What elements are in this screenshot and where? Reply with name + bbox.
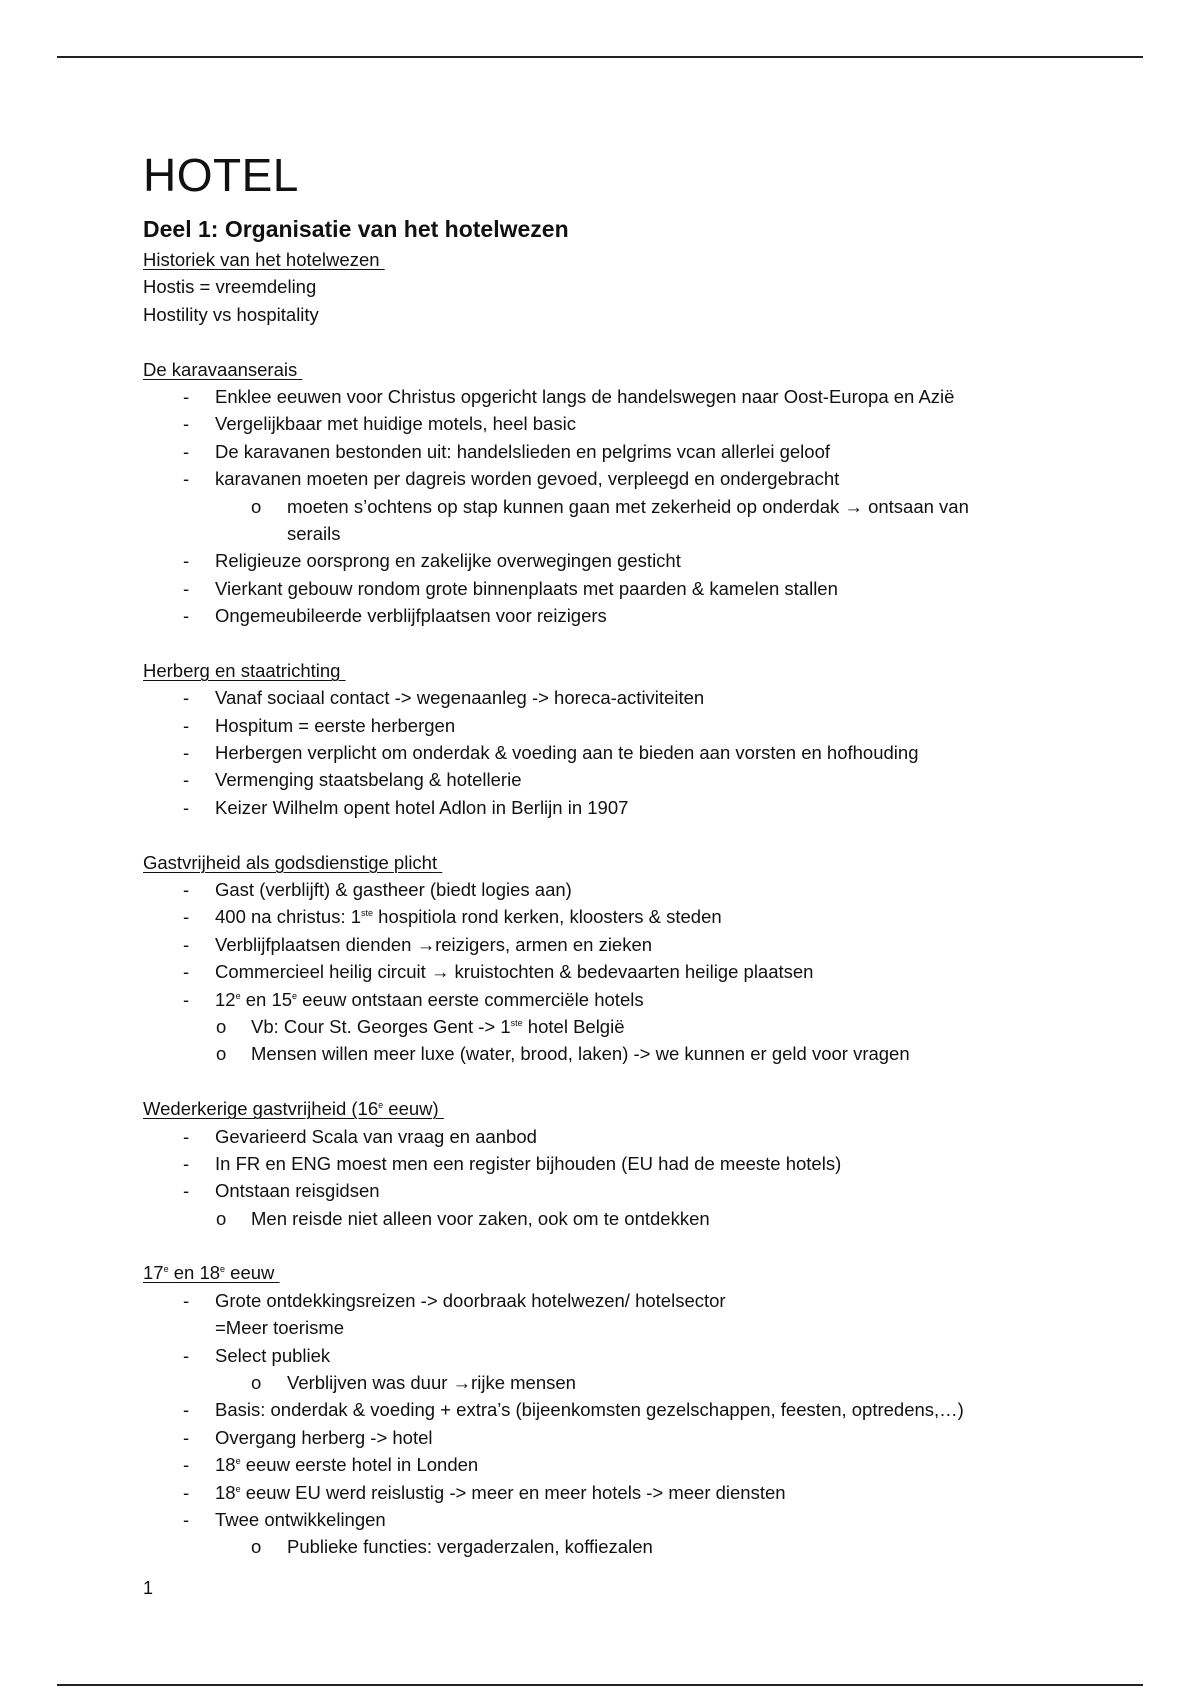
dash-bullet-icon: - xyxy=(183,1125,190,1147)
circle-bullet-icon: o xyxy=(251,1372,262,1394)
circle-bullet-icon: o xyxy=(216,1015,227,1037)
section-heading: Historiek van het hotelwezen xyxy=(143,249,380,270)
dash-bullet-icon: - xyxy=(183,796,190,818)
dash-bullet-icon: - xyxy=(183,906,190,928)
page-number: 1 xyxy=(143,1578,154,1598)
list-item: - 400 na christus: 1ste hospitiola rond kerken, kloosters & steden xyxy=(143,903,1103,930)
dash-bullet-icon: - xyxy=(183,1289,190,1311)
list-item: - Hospitum = eerste herbergen xyxy=(143,712,1103,739)
dash-bullet-icon: - xyxy=(183,988,190,1010)
list-item: o Men reisde niet alleen voor zaken, ook om te ontdekken xyxy=(143,1205,1103,1232)
dash-bullet-icon: - xyxy=(183,385,190,407)
blank-line xyxy=(143,1068,1103,1095)
list-item: - Overgang herberg -> hotel xyxy=(143,1424,1103,1451)
page-bottom-rule xyxy=(57,1684,1143,1686)
list-item: =Meer toerisme xyxy=(215,1317,345,1339)
page-top-rule xyxy=(57,56,1143,58)
section-heading: Gastvrijheid als godsdienstige plicht xyxy=(143,851,438,873)
dash-bullet-icon: - xyxy=(183,1454,190,1476)
dash-bullet-icon: - xyxy=(183,714,190,736)
list-item: - Herbergen verplicht om onderdak & voeding aan te bieden aan vorsten en hofhouding xyxy=(143,739,1103,766)
section-heading: Wederkerige gastvrijheid (16e eeuw) xyxy=(143,1098,439,1120)
list-item: - Vierkant gebouw rondom grote binnenplaats met paarden & kamelen stallen xyxy=(143,575,1103,602)
list-item: - Twee ontwikkelingen xyxy=(143,1506,1103,1533)
dash-bullet-icon: - xyxy=(183,1481,190,1503)
circle-bullet-icon: o xyxy=(251,495,262,517)
dash-bullet-icon: - xyxy=(183,468,190,490)
circle-bullet-icon: o xyxy=(216,1207,227,1229)
section-heading: Herberg en staatrichting xyxy=(143,659,341,681)
list-item: - 18e eeuw EU werd reislustig -> meer en meer hotels -> meer diensten xyxy=(143,1479,1103,1506)
list-item: - 12e en 15e eeuw ontstaan eerste commerciële hotels xyxy=(143,986,1103,1013)
dash-bullet-icon: - xyxy=(183,933,190,955)
list-item: - Ongemeubileerde verblijfplaatsen voor reizigers xyxy=(143,602,1103,629)
list-item: - 18e eeuw eerste hotel in Londen xyxy=(143,1451,1103,1478)
document-title: HOTEL xyxy=(143,149,299,201)
list-item: - Gast (verblijft) & gastheer (biedt logies aan) xyxy=(143,876,1103,903)
dash-bullet-icon: - xyxy=(183,1399,190,1421)
dash-bullet-icon: - xyxy=(183,1344,190,1366)
dash-bullet-icon: - xyxy=(183,413,190,435)
dash-bullet-icon: - xyxy=(183,1508,190,1530)
list-item: o Vb: Cour St. Georges Gent -> 1ste hotel België xyxy=(143,1013,1103,1040)
dash-bullet-icon: - xyxy=(183,1426,190,1448)
dash-bullet-icon: - xyxy=(183,769,190,791)
dash-bullet-icon: - xyxy=(183,1152,190,1174)
list-item: serails xyxy=(287,522,341,544)
document-body xyxy=(143,246,1103,1561)
circle-bullet-icon: o xyxy=(216,1043,227,1065)
section-heading: 17e en 18e eeuw xyxy=(143,1262,275,1284)
list-item: - Verblijfplaatsen dienden →reizigers, armen en zieken xyxy=(143,931,1103,958)
dash-bullet-icon: - xyxy=(183,742,190,764)
list-item: o Verblijven was duur →rijke mensen xyxy=(143,1369,1103,1396)
circle-bullet-icon: o xyxy=(251,1536,262,1558)
blank-line xyxy=(143,629,1103,656)
list-item: - Ontstaan reisgidsen xyxy=(143,1177,1103,1204)
list-item: - Enklee eeuwen voor Christus opgericht langs de handelswegen naar Oost-Europa en Azië xyxy=(143,383,1103,410)
list-item: o moeten s’ochtens op stap kunnen gaan met zekerheid op onderdak → ontsaan van xyxy=(143,493,1103,520)
text-line: Hostility vs hospitality xyxy=(143,303,319,325)
list-item: - Commercieel heilig circuit → kruistochten & bedevaarten heilige plaatsen xyxy=(143,958,1103,985)
list-item: - Vanaf sociaal contact -> wegenaanleg -> horeca-activiteiten xyxy=(143,684,1103,711)
list-item: - Basis: onderdak & voeding + extra’s (bijeenkomsten gezelschappen, feesten, optredens,…) xyxy=(143,1396,1103,1423)
blank-line xyxy=(143,821,1103,848)
list-item: - Select publiek xyxy=(143,1342,1103,1369)
dash-bullet-icon: - xyxy=(183,1180,190,1202)
document-subtitle: Deel 1: Organisatie van het hotelwezen xyxy=(143,216,569,242)
list-item: o Publieke functies: vergaderzalen, koffiezalen xyxy=(143,1533,1103,1560)
dash-bullet-icon: - xyxy=(183,550,190,572)
list-item: - Gevarieerd Scala van vraag en aanbod xyxy=(143,1123,1103,1150)
list-item: - Keizer Wilhelm opent hotel Adlon in Berlijn in 1907 xyxy=(143,794,1103,821)
list-item: - Religieuze oorsprong en zakelijke overwegingen gesticht xyxy=(143,547,1103,574)
list-item: - Vermenging staatsbelang & hotellerie xyxy=(143,766,1103,793)
dash-bullet-icon: - xyxy=(183,878,190,900)
list-item: - karavanen moeten per dagreis worden gevoed, verpleegd en ondergebracht xyxy=(143,465,1103,492)
list-item: - De karavanen bestonden uit: handelslieden en pelgrims vcan allerlei geloof xyxy=(143,438,1103,465)
list-item: - In FR en ENG moest men een register bijhouden (EU had de meeste hotels) xyxy=(143,1150,1103,1177)
list-item: o Mensen willen meer luxe (water, brood, laken) -> we kunnen er geld voor vragen xyxy=(143,1040,1103,1067)
blank-line xyxy=(143,1232,1103,1259)
section-heading: De karavaanserais xyxy=(143,358,298,380)
dash-bullet-icon: - xyxy=(183,687,190,709)
dash-bullet-icon: - xyxy=(183,577,190,599)
dash-bullet-icon: - xyxy=(183,961,190,983)
list-item: - Vergelijkbaar met huidige motels, heel basic xyxy=(143,410,1103,437)
blank-line xyxy=(143,328,1103,355)
dash-bullet-icon: - xyxy=(183,605,190,627)
dash-bullet-icon: - xyxy=(183,440,190,462)
list-item: - Grote ontdekkingsreizen -> doorbraak hotelwezen/ hotelsector xyxy=(143,1287,1103,1314)
text-line: Hostis = vreemdeling xyxy=(143,276,317,298)
